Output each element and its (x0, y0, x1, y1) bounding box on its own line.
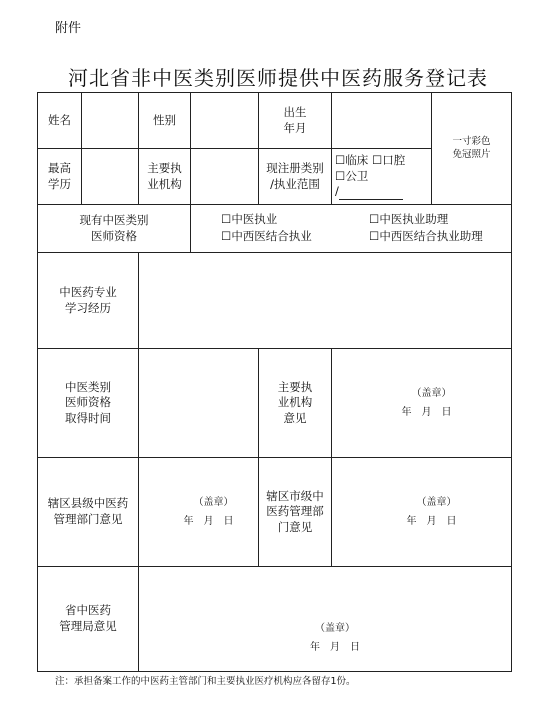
county-opinion-field[interactable] (139, 458, 259, 567)
checkbox-tcm-assistant[interactable]: ☐ (369, 212, 380, 227)
main-institution-field[interactable] (191, 149, 259, 205)
seal-label: （盖章） (315, 623, 355, 634)
tcm-qualification-label: 现有中医类别 医师资格 (38, 205, 191, 253)
seal-label: （盖章） (411, 388, 452, 399)
qualification-date-field[interactable] (139, 349, 259, 458)
provincial-opinion-label: 省中医药 管理局意见 (38, 567, 139, 672)
reg-category-options: ☐临床 ☐口腔 ☐公卫 / (332, 149, 432, 205)
city-opinion-field[interactable] (332, 458, 512, 567)
checkbox-tcm-practitioner[interactable]: ☐ (221, 212, 232, 227)
qualification-date-label: 中医类别 医师资格 取得时间 (38, 349, 139, 458)
name-label: 姓名 (38, 93, 82, 149)
gender-label: 性别 (139, 93, 191, 149)
main-institution-label: 主要执 业机构 (139, 149, 191, 205)
institution-opinion-label: 主要执 业机构 意见 (259, 349, 332, 458)
study-history-field[interactable] (139, 253, 512, 349)
registration-form-table (37, 92, 512, 672)
city-opinion-label: 辖区市级中 医药管理部 门意见 (259, 458, 332, 567)
date-label: 年 月 日 (183, 516, 234, 527)
education-label: 最高 学历 (38, 149, 82, 205)
provincial-opinion-field[interactable] (139, 567, 512, 672)
date-label: 年 月 日 (406, 516, 457, 527)
reg-category-label: 现注册类别 /执业范围 (259, 149, 332, 205)
tcm-qualification-options: ☐中医执业 ☐中医执业助理 ☐中西医结合执业 ☐中西医结合执业助理 (191, 205, 512, 253)
birth-field[interactable] (332, 93, 432, 149)
checkbox-integrated-assistant[interactable]: ☐ (369, 229, 380, 243)
photo-box[interactable]: 一寸彩色 免冠照片 (432, 93, 512, 205)
checkbox-public-health[interactable]: ☐ (335, 168, 346, 183)
footer-note: 注：承担备案工作的中医药主管部门和主要执业医疗机构应各留存1份。 (55, 676, 356, 687)
gender-field[interactable] (191, 93, 259, 149)
other-scope-line[interactable] (339, 189, 403, 200)
date-label: 年 月 日 (401, 407, 452, 418)
institution-opinion-field[interactable] (332, 349, 512, 458)
name-field[interactable] (82, 93, 139, 149)
birth-label: 出生 年月 (259, 93, 332, 149)
education-field[interactable] (82, 149, 139, 205)
county-opinion-label: 辖区县级中医药 管理部门意见 (38, 458, 139, 567)
checkbox-integrated-practitioner[interactable]: ☐ (221, 229, 232, 243)
date-label: 年 月 日 (310, 642, 360, 653)
checkbox-clinical[interactable]: ☐ (335, 153, 346, 168)
attachment-label: 附件 (55, 21, 82, 36)
seal-label: （盖章） (416, 497, 457, 508)
form-title: 河北省非中医类别医师提供中医药服务登记表 (68, 66, 488, 90)
checkbox-oral[interactable]: ☐ (371, 153, 383, 168)
study-history-label: 中医药专业 学习经历 (38, 253, 139, 349)
seal-label: （盖章） (193, 497, 234, 508)
